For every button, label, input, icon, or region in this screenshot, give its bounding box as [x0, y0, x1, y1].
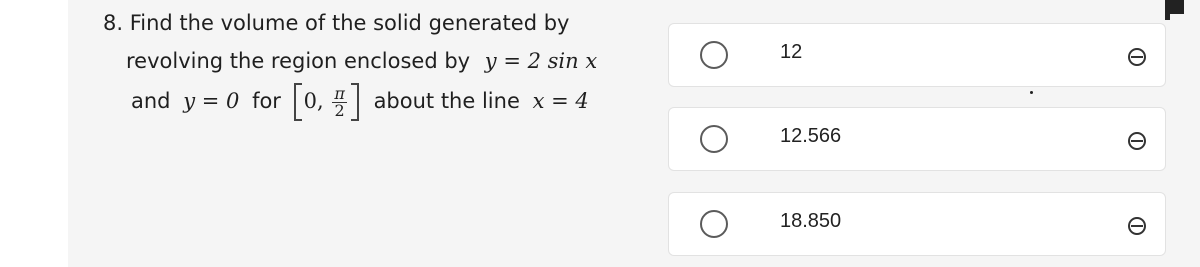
- interval-left-bracket: [294, 83, 302, 121]
- question-line-2: [126, 42, 597, 80]
- question-line-1: [103, 4, 569, 42]
- equation-y-0: y = 0: [183, 89, 240, 113]
- fraction-numerator: π: [334, 83, 345, 103]
- radio-button[interactable]: [700, 125, 728, 153]
- question-text-1: Find the volume of the solid generated by: [129, 11, 570, 35]
- option-label: 12: [780, 41, 803, 63]
- fraction-denominator: 2: [334, 100, 345, 120]
- strikethrough-icon[interactable]: [1128, 132, 1146, 150]
- answer-option[interactable]: [668, 23, 1166, 87]
- question-number: 8.: [103, 11, 124, 35]
- corner-flag-icon: [1170, 0, 1184, 14]
- question-text-2: revolving the region enclosed by: [126, 49, 471, 73]
- strikethrough-icon[interactable]: [1128, 48, 1146, 66]
- equation-y-2sinx: y = 2 sin x: [484, 49, 598, 73]
- question-line-3: [131, 82, 589, 121]
- option-label: 12.566: [780, 125, 842, 147]
- word-and: and: [131, 89, 171, 113]
- interval-fraction: [332, 83, 347, 120]
- option-label: 18.850: [780, 210, 842, 232]
- equation-x-4: x = 4: [532, 89, 589, 113]
- about-the-line-text: about the line: [373, 89, 520, 113]
- radio-button[interactable]: [700, 210, 728, 238]
- interval-right-bracket: [351, 83, 359, 121]
- strikethrough-icon[interactable]: [1128, 217, 1146, 235]
- answer-option[interactable]: [668, 107, 1166, 171]
- answer-option[interactable]: [668, 192, 1166, 256]
- radio-button[interactable]: [700, 41, 728, 69]
- word-for: for: [252, 89, 281, 113]
- stray-dot: [1030, 91, 1033, 94]
- interval-start: 0,: [303, 89, 324, 113]
